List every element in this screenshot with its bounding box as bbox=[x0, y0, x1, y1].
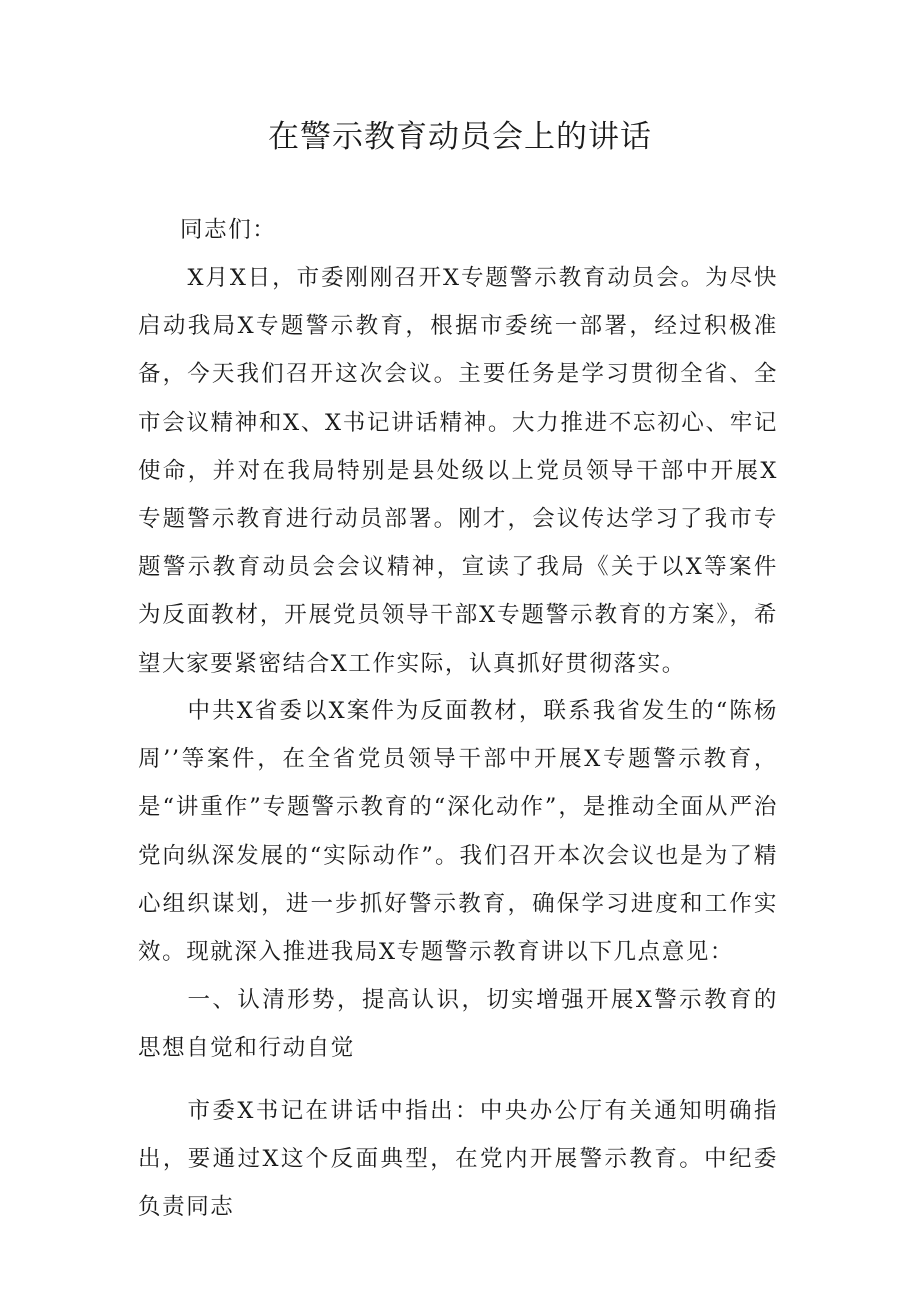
document-title: 在警示教育动员会上的讲话 bbox=[268, 119, 652, 155]
paragraph-1: X月X日，市委刚刚召开X专题警示教育动员会。为尽快启动我局X专题警示教育，根据市委统一部署，经过积极准备，今天我们召开这次会议。主要任务是学习贯彻全省、全市会议精神和X、X书记讲话精神。大力推进不忘初心、牢记使命，并对在我局特别是县处级以上党员领导干部中开展X专题警示教育进行动员部署。刚才，会议传达学习了我市专题警示教育动员会会议精神，宣读了我局《关于以X等案件为反面教材，开展党员领导干部X专题警示教育的方案》，希望大家要紧密结合X工作实际，认真抓好贯彻落实。 bbox=[138, 265, 778, 677]
paragraph-2: 中共X省委以X案件为反面教材，联系我省发生的“陈杨周’’等案件，在全省党员领导干部中开展X专题警示教育，是“讲重作”专题警示教育的“深化动作”，是推动全面从严治党向纵深发展的“实际动作”。我们召开本次会议也是为了精心组织谋划，进一步抓好警示教育，确保学习进度和工作实效。现就深入推进我局X专题警示教育讲以下几点意见： bbox=[138, 698, 778, 966]
paragraph-3: 市委X书记在讲话中指出：中央办公厅有关通知明确指出，要通过X这个反面典型，在党内开展警示教育。中纪委负责同志 bbox=[138, 1098, 778, 1221]
section-heading-1: 一、认清形势，提高认识，切实增强开展X警示教育的思想自觉和行动自觉 bbox=[138, 987, 778, 1062]
salutation: 同志们： bbox=[180, 217, 277, 243]
